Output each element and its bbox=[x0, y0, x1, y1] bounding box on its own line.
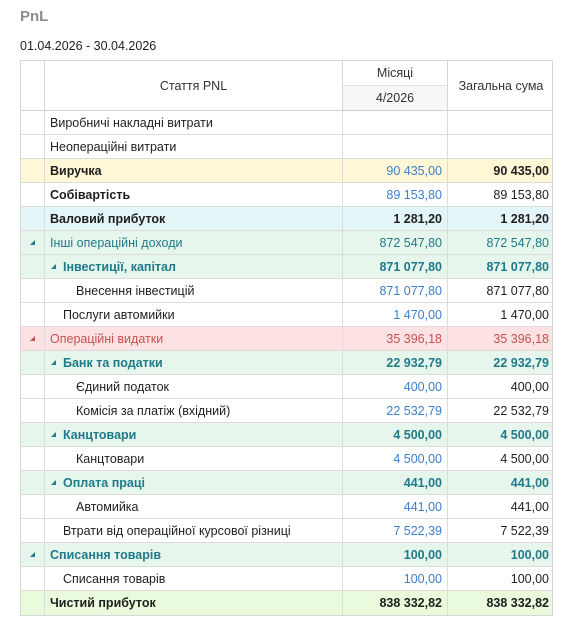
pivot-grid bbox=[20, 60, 553, 616]
collapse-arrow-icon bbox=[30, 240, 35, 245]
table-row bbox=[21, 495, 552, 519]
row-total-value: 871 077,80 bbox=[486, 259, 549, 274]
row-month-value: 441,00 bbox=[343, 471, 448, 494]
row-label: Операційні видатки bbox=[45, 327, 343, 350]
table-row bbox=[21, 351, 552, 375]
row-month-value: 838 332,82 bbox=[343, 591, 448, 615]
row-label-text: Оплата праці bbox=[63, 475, 146, 490]
expander-cell bbox=[21, 351, 45, 374]
row-total-value: 90 435,00 bbox=[493, 163, 549, 178]
expander-cell bbox=[21, 495, 45, 518]
collapse-arrow-icon[interactable] bbox=[51, 264, 56, 269]
row-label: Втрати від операційної курсової різниці bbox=[45, 519, 343, 542]
column-header-months bbox=[343, 61, 448, 110]
collapse-arrow-icon[interactable] bbox=[51, 360, 56, 365]
expander-cell bbox=[21, 567, 45, 590]
collapse-arrow-icon bbox=[30, 336, 35, 341]
table-row bbox=[21, 447, 552, 471]
table-row bbox=[21, 303, 552, 327]
row-month-value: 89 153,80 bbox=[343, 183, 448, 206]
row-label: Автомийка bbox=[45, 495, 343, 518]
row-total-value: 441,00 bbox=[510, 499, 549, 514]
row-total-value: 7 522,39 bbox=[500, 523, 549, 538]
row-label: Інші операційні доходи bbox=[45, 231, 343, 254]
row-label: Виручка bbox=[45, 159, 343, 182]
row-label: Комісія за платіж (вхідний) bbox=[45, 399, 343, 422]
row-month-value: 22 932,79 bbox=[343, 351, 448, 374]
row-month-value: 1 470,00 bbox=[343, 303, 448, 326]
table-row bbox=[21, 423, 552, 447]
expander-cell bbox=[21, 159, 45, 182]
row-label: Єдиний податок bbox=[45, 375, 343, 398]
expander-cell bbox=[21, 207, 45, 230]
collapse-toggle[interactable] bbox=[21, 231, 45, 254]
row-month-value: 4 500,00 bbox=[343, 423, 448, 446]
row-month-value bbox=[343, 135, 448, 158]
table-row bbox=[21, 255, 552, 279]
expander-cell bbox=[21, 183, 45, 206]
table-row bbox=[21, 471, 552, 495]
row-month-value: 35 396,18 bbox=[343, 327, 448, 350]
table-row bbox=[21, 111, 552, 135]
row-total-value: 441,00 bbox=[510, 475, 549, 490]
row-total-value: 89 153,80 bbox=[493, 187, 549, 202]
expander-cell bbox=[21, 279, 45, 302]
expander-cell bbox=[21, 447, 45, 470]
expander-cell bbox=[21, 423, 45, 446]
collapse-toggle[interactable] bbox=[21, 543, 45, 566]
row-total-value: 4 500,00 bbox=[500, 427, 549, 442]
row-month-value: 4 500,00 bbox=[343, 447, 448, 470]
expander-cell bbox=[21, 375, 45, 398]
row-label[interactable] bbox=[45, 255, 343, 278]
table-row bbox=[21, 135, 552, 159]
expander-cell bbox=[21, 399, 45, 422]
pivot-header bbox=[21, 61, 552, 111]
table-row bbox=[21, 399, 552, 423]
table-row bbox=[21, 279, 552, 303]
table-row bbox=[21, 159, 552, 183]
row-month-value bbox=[343, 111, 448, 134]
row-total-value: 35 396,18 bbox=[493, 331, 549, 346]
expander-cell bbox=[21, 591, 45, 615]
column-header-months-group[interactable]: Місяці bbox=[343, 61, 447, 86]
expander-cell bbox=[21, 303, 45, 326]
expander-cell bbox=[21, 471, 45, 494]
row-label: Валовий прибуток bbox=[45, 207, 343, 230]
row-total-value: 400,00 bbox=[510, 379, 549, 394]
row-total-value: 872 547,80 bbox=[486, 235, 549, 250]
row-label[interactable] bbox=[45, 471, 343, 494]
row-month-value: 100,00 bbox=[343, 543, 448, 566]
row-total-value: 838 332,82 bbox=[486, 596, 549, 610]
expander-cell bbox=[21, 111, 45, 134]
row-total-value: 22 932,79 bbox=[493, 355, 549, 370]
row-label[interactable] bbox=[45, 351, 343, 374]
row-month-value: 7 522,39 bbox=[343, 519, 448, 542]
table-row bbox=[21, 207, 552, 231]
row-month-value: 441,00 bbox=[343, 495, 448, 518]
table-row bbox=[21, 375, 552, 399]
table-row bbox=[21, 567, 552, 591]
column-header-month[interactable]: 4/2026 bbox=[343, 86, 447, 110]
row-month-value: 872 547,80 bbox=[343, 231, 448, 254]
row-label: Собівартість bbox=[45, 183, 343, 206]
table-row bbox=[21, 591, 552, 615]
row-label: Внесення інвестицій bbox=[45, 279, 343, 302]
row-total-value: 1 470,00 bbox=[500, 307, 549, 322]
page-title: PnL bbox=[20, 8, 49, 25]
table-row bbox=[21, 519, 552, 543]
row-total-value: 100,00 bbox=[510, 571, 549, 586]
row-month-value: 100,00 bbox=[343, 567, 448, 590]
collapse-toggle[interactable] bbox=[21, 327, 45, 350]
column-header-pnl-item[interactable]: Стаття PNL bbox=[45, 61, 343, 110]
row-label-text: Канцтовари bbox=[63, 427, 137, 442]
row-month-value: 400,00 bbox=[343, 375, 448, 398]
header-expander-cell bbox=[21, 61, 45, 110]
row-total-value: 100,00 bbox=[510, 547, 549, 562]
row-total-value: 22 532,79 bbox=[493, 403, 549, 418]
row-label-text: Інвестиції, капітал bbox=[63, 259, 176, 274]
expander-cell bbox=[21, 135, 45, 158]
date-range: 01.04.2026 - 30.04.2026 bbox=[20, 39, 157, 53]
table-row bbox=[21, 327, 552, 351]
row-label: Неопераційні витрати bbox=[45, 135, 343, 158]
row-total-value: 4 500,00 bbox=[500, 451, 549, 466]
row-label[interactable] bbox=[45, 423, 343, 446]
row-label: Виробничі накладні витрати bbox=[45, 111, 343, 134]
row-label-text: Банк та податки bbox=[63, 355, 163, 370]
column-header-total[interactable]: Загальна сума bbox=[458, 78, 544, 93]
row-total-value bbox=[448, 135, 554, 158]
table-row bbox=[21, 543, 552, 567]
table-row bbox=[21, 183, 552, 207]
collapse-arrow-icon bbox=[30, 552, 35, 557]
row-label: Списання товарів bbox=[45, 567, 343, 590]
row-total-value: 1 281,20 bbox=[500, 211, 549, 226]
row-label: Списання товарів bbox=[45, 543, 343, 566]
row-month-value: 90 435,00 bbox=[343, 159, 448, 182]
row-label: Послуги автомийки bbox=[45, 303, 343, 326]
row-label: Канцтовари bbox=[45, 447, 343, 470]
row-month-value: 871 077,80 bbox=[343, 255, 448, 278]
expander-cell bbox=[21, 255, 45, 278]
collapse-arrow-icon[interactable] bbox=[51, 432, 56, 437]
row-month-value: 22 532,79 bbox=[343, 399, 448, 422]
table-row bbox=[21, 231, 552, 255]
row-month-value: 1 281,20 bbox=[343, 207, 448, 230]
row-total-value: 871 077,80 bbox=[486, 283, 549, 298]
row-month-value: 871 077,80 bbox=[343, 279, 448, 302]
row-label: Чистий прибуток bbox=[45, 591, 343, 615]
row-total-value bbox=[448, 111, 554, 134]
expander-cell bbox=[21, 519, 45, 542]
collapse-arrow-icon[interactable] bbox=[51, 480, 56, 485]
